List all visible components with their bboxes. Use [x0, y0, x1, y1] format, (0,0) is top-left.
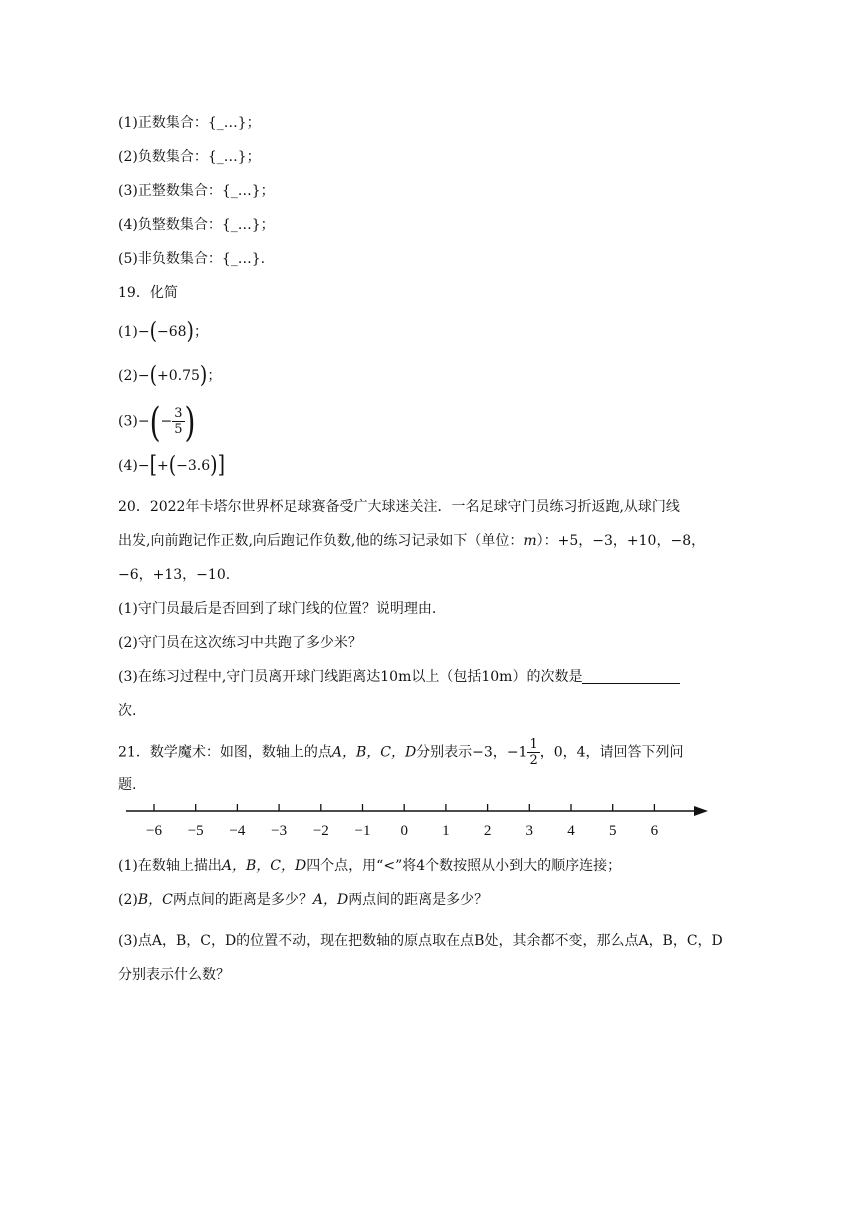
tick-label: −4	[229, 823, 246, 839]
fraction-denominator: 2	[529, 753, 538, 768]
right-paren: )	[184, 397, 196, 446]
q21-sub2-label: (2)	[118, 892, 138, 908]
neg-sign: −	[137, 413, 150, 430]
tick-label: 2	[483, 823, 492, 839]
q21-line2: 题.	[118, 777, 137, 793]
right-bracket: ]	[217, 451, 225, 479]
q21-sub2-text2: 两点间的距离是多少？	[348, 892, 489, 908]
q21-sub2-text1: 两点间的距离是多少？	[172, 892, 313, 908]
axis-arrow	[694, 806, 708, 816]
tick-label: 3	[525, 823, 534, 839]
q20-sub3-end: 次.	[118, 703, 137, 719]
left-paren: (	[149, 397, 161, 446]
neg-sign: −	[137, 324, 150, 340]
q20-line1: 20．2022年卡塔尔世界杯足球赛备受广大球迷关注．一名足球守门员练习折返跑,从球门线	[118, 499, 680, 515]
q19-part4	[118, 451, 225, 479]
q20-record-values: ）：+5，−3，+10，−8，	[536, 533, 706, 549]
set-item-negative-integer: (4)负整数集合：{_…}；	[118, 217, 275, 233]
part-label: (3)	[118, 413, 138, 430]
left-paren: (	[149, 317, 157, 345]
tick-label: −5	[187, 823, 204, 839]
neg-sign: −	[137, 458, 150, 474]
q21-values: 分别表示−3，	[416, 744, 507, 761]
q20-line3: −6，+13，−10.	[118, 567, 231, 583]
set-item-negative: (2)负数集合：{_…}；	[118, 149, 261, 165]
q21-intro: 21．数学魔术：如图，数轴上的点	[118, 744, 332, 761]
fraction-numerator: 3	[174, 406, 183, 421]
tick-label: 0	[400, 823, 408, 839]
q20-sub3	[118, 667, 680, 687]
mixed-number-fraction	[527, 737, 539, 768]
tick-label: −3	[271, 823, 288, 839]
fraction-denominator: 5	[174, 422, 183, 437]
part-end: ；	[193, 324, 208, 340]
q21-line1	[118, 737, 684, 768]
q21-sub1-rest: 四个点，用“<”将4个数按照从小到大的顺序连接；	[306, 858, 622, 874]
tick-label: −1	[354, 823, 371, 839]
q19-title: 19．化简	[118, 285, 178, 301]
q19-part1	[118, 317, 208, 345]
point-pair-ad: A，D	[312, 892, 349, 908]
left-bracket: [	[149, 451, 157, 479]
q20-line2	[118, 531, 705, 551]
q21-sub2	[118, 890, 488, 910]
left-paren: (	[149, 361, 157, 389]
point-names: A，B，C，D	[331, 744, 417, 761]
inner-value: −3.6	[176, 458, 211, 474]
inner-value: +0.75	[157, 368, 200, 384]
q20-sub2: (2)守门员在这次练习中共跑了多少米？	[118, 635, 362, 651]
q19-part2	[118, 361, 222, 389]
right-paren: )	[199, 361, 208, 389]
tick-label: −2	[312, 823, 329, 839]
q21-values-rest: ，0，4，请回答下列问	[539, 744, 684, 761]
part-label: (4)	[118, 458, 138, 474]
answer-blank[interactable]	[582, 669, 680, 684]
q21-sub3: (3)点A，B，C，D的位置不动，现在把数轴的原点取在点B处，其余都不变，那么点A，B，C，D分别表示什么数？	[118, 933, 723, 983]
q21-sub1-start: (1)在数轴上描出	[118, 858, 222, 874]
q21-sub1	[118, 856, 621, 876]
tick-label: 5	[608, 823, 617, 839]
point-pair-bc: B，C	[137, 892, 173, 908]
mixed-number-whole: −1	[506, 744, 528, 761]
plus-sign: +	[157, 458, 169, 474]
set-item-non-negative: (5)非负数集合：{_…}.	[118, 251, 266, 267]
right-paren: )	[186, 317, 194, 345]
inner-value: −68	[157, 324, 187, 340]
fraction	[172, 406, 184, 437]
part-end: ；	[207, 368, 222, 384]
q20-sub3-text: (3)在练习过程中,守门员离开球门线距离达10m以上（包括10m）的次数是	[118, 669, 583, 685]
inner-minus: −	[160, 413, 173, 430]
q20-sub1: (1)守门员最后是否回到了球门线的位置？说明理由.	[118, 601, 437, 617]
part-label: (1)	[118, 324, 138, 340]
right-paren: )	[210, 451, 218, 479]
q20-line2-text: 出发,向前跑记作正数,向后跑记作负数,他的练习记录如下（单位：	[118, 533, 524, 549]
tick-label: −6	[146, 823, 162, 839]
point-names: A，B，C，D	[221, 858, 307, 874]
part-label: (2)	[118, 368, 138, 384]
left-paren: (	[168, 451, 177, 479]
q19-part3	[118, 397, 196, 446]
tick-label: 1	[442, 823, 450, 839]
fraction-numerator: 1	[529, 737, 538, 752]
set-item-positive: (1)正数集合：{_…}；	[118, 115, 261, 131]
set-item-positive-integer: (3)正整数集合：{_…}；	[118, 183, 275, 199]
tick-label: 6	[650, 823, 659, 839]
tick-label: 4	[567, 823, 575, 839]
number-line	[120, 792, 720, 842]
neg-sign: −	[137, 368, 150, 384]
unit-symbol: m	[523, 533, 537, 549]
